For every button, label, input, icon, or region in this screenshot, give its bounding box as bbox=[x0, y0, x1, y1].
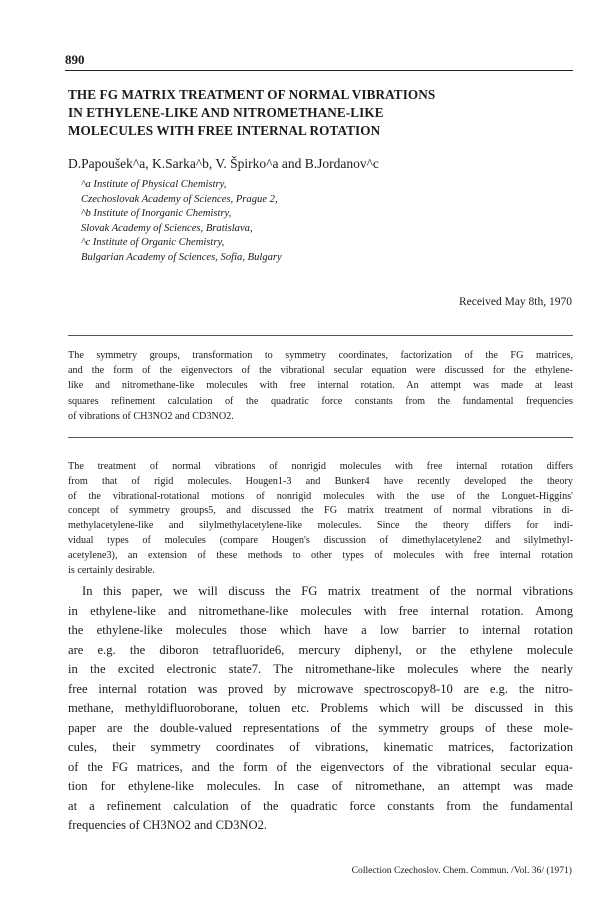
intro-line: is certainly desirable. bbox=[68, 564, 155, 576]
main-line: In this paper, we will discuss the FG matrix treatment of the normal vibrations bbox=[82, 584, 573, 598]
page-number: 890 bbox=[65, 52, 85, 67]
article-title bbox=[68, 86, 568, 140]
title-line: IN ETHYLENE-LIKE AND NITROMETHANE-LIKE bbox=[68, 105, 384, 120]
received-date: Received May 8th, 1970 bbox=[458, 296, 572, 308]
main-line: the ethylene-like molecules those which have a low barrier to internal rotation bbox=[68, 623, 573, 637]
main-line: at a refinement calculation of the quadratic force constants from the fundamental bbox=[68, 798, 573, 813]
abstract-line: like and nitromethane-like molecules with free internal rotation. An attempt was made at least bbox=[68, 380, 573, 392]
main-line: methane, methyldifluoroborane, toluen etc. Problems which will be discussed in this bbox=[68, 701, 573, 715]
affiliation-line: ^c Institute of Organic Chemistry, bbox=[81, 237, 225, 248]
intro-line: from that of rigid molecules. Hougen1-3 and Bunker4 have recently developed the theory bbox=[68, 475, 573, 487]
main-line: are e.g. the diboron tetrafluoride6, mercury diphenyl, or the ethylene molecule bbox=[68, 642, 573, 657]
main-line: frequencies of CH3NO2 and CD3NO2. bbox=[68, 818, 268, 832]
main-line: cules, their symmetry coordinates of vibrations, kinematic matrices, factorization bbox=[68, 740, 573, 754]
intro-line: vidual types of molecules (compare Hougen's discussion of dimethylacetylene2 and silylmethyl- bbox=[68, 534, 573, 546]
main-line: of the FG matrices, and the form of the eigenvectors of the vibrational secular equa- bbox=[68, 759, 573, 774]
header-rule bbox=[65, 70, 573, 71]
title-line: THE FG MATRIX TREATMENT OF NORMAL VIBRATIONS bbox=[68, 87, 436, 102]
affiliation-line: Czechoslovak Academy of Sciences, Prague 2, bbox=[81, 193, 278, 205]
intro-line: concept of symmetry groups5, and discussed the FG matrix treatment of normal vibrations in di- bbox=[68, 505, 573, 517]
main-paragraph bbox=[68, 582, 573, 836]
title-line: MOLECULES WITH FREE INTERNAL ROTATION bbox=[68, 123, 381, 138]
affiliation-line: Bulgarian Academy of Sciences, Sofia, Bulgary bbox=[81, 251, 282, 263]
abstract-line: The symmetry groups, transformation to symmetry coordinates, factorization of the FG matrices, bbox=[68, 350, 573, 361]
intro-line: methylacetylene-like and silylmethylacetylene-like molecules. Since the theory differs for indi- bbox=[68, 520, 573, 532]
affiliation-line: ^a Institute of Physical Chemistry, bbox=[81, 179, 227, 190]
main-line: paper are the double-valued representations of the symmetry groups of these mole- bbox=[68, 720, 573, 735]
abstract-line: and the form of the eigenvectors of the vibrational secular equation were discussed for the ethylene- bbox=[68, 365, 573, 377]
abstract-rule-bottom bbox=[68, 437, 573, 438]
intro-line: of the vibrational-rotational motions of nonrigid molecules with the use of the Longuet-Higgins' bbox=[68, 490, 573, 502]
affiliation-line: Slovak Academy of Sciences, Bratislava, bbox=[81, 222, 253, 234]
main-line: tion for ethylene-like molecules. In case of nitromethane, an attempt was made bbox=[68, 779, 573, 793]
intro-line: The treatment of normal vibrations of nonrigid molecules with free internal rotation differs bbox=[68, 461, 573, 472]
intro-line: acetylene3), an extension of these methods to other types of molecules with free internal rotation bbox=[68, 549, 573, 561]
abstract bbox=[68, 348, 573, 424]
abstract-rule-top bbox=[68, 335, 573, 336]
abstract-line: squares refinement calculation of the quadratic force constants from the fundamental frequencies bbox=[68, 395, 573, 407]
journal-footer: Collection Czechoslov. Chem. Commun. /Vol. 36/ (1971) bbox=[351, 865, 572, 876]
main-line: free internal rotation was proved by microwave spectroscopy8-10 are e.g. the nitro- bbox=[68, 681, 573, 696]
affiliations bbox=[81, 178, 282, 265]
author-list: D.Papoušek^a, K.Sarka^b, V. Špirko^a and B.Jordanov^c bbox=[68, 156, 379, 171]
affiliation-line: ^b Institute of Inorganic Chemistry, bbox=[81, 208, 232, 219]
main-line: in the excited electronic state7. The nitromethane-like molecules where the nearly bbox=[68, 662, 573, 676]
abstract-line: of vibrations of CH3NO2 and CD3NO2. bbox=[68, 410, 234, 422]
main-line: in ethylene-like and nitromethane-like molecules with free internal rotation. Among bbox=[68, 603, 573, 618]
introduction-paragraph bbox=[68, 460, 573, 578]
